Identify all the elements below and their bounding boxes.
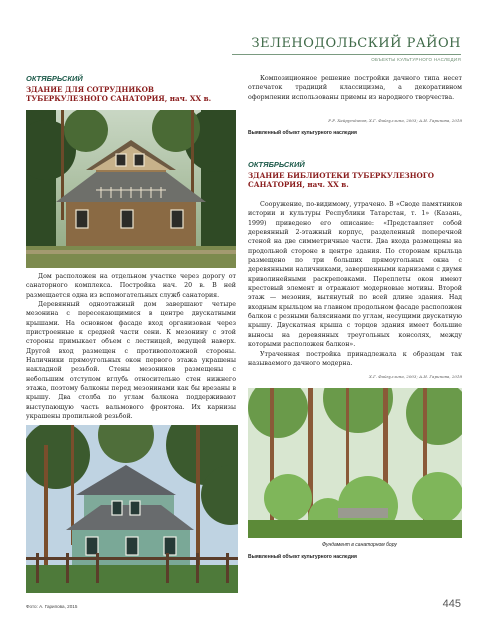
- page-number: 445: [442, 598, 461, 610]
- section-subtitle: ОБЪЕКТЫ КУЛЬТУРНОГО НАСЛЕДИЯ: [371, 57, 461, 62]
- right-top-object-label: Выявленный объект культурного наследия: [248, 130, 357, 136]
- left-paragraph-2: Деревянный одноэтажный дом завершают четыре мезонина с пересекающимися в центре двускатными крышами. На основном фасаде вход организован через пристроенные к средней части сени. К мезонину с этой стороны примыкает объем с лестницей, ведущей наверх. Другой вход размещен с противоположной стороны. Наличники прямоугольных окон первого этажа украшены накладной резьбой. Стены мезонинов размещены с небольшим отступом вглубь относительно стен нижнего этажа, поэтому балконы перед мезонинами как бы врезаны в крышу. Два столба по углам балкона поддерживают выступающую часть вальмового фронтона. Их карнизы украшены пропильной резьбой.: [26, 301, 236, 421]
- right-paragraph-1: Сооружение, по-видимому, утрачено. В «Своде памятников истории и культуры Республики Татарстан, т. 1» (Казань, 1999) приведено его описание: «Представляет собой деревянный 2-этажный корпус, разделенный поперечной стеной на две симметричные части. Два входа размещены на продольной стороне в центре здания. По сторонам крыльца размещено по три больших прямоугольных окна с деревянными наличниками, завершенными карнизами с двумя криволинейными раскреповками. Переплеты окон имеют крестовый элемент и отражают модерновые мотивы. Второй этаж — мезонин, вытянутый по всей длине здания. Над входным крыльцом на главном продольном фасаде расположен балкон с резными балясинами по углам, несущими двускатную крышу. Двускатная крыша с торцов здания имеет большие выносы на деревянных треугольных консолях, между которыми расположен балкон».: [248, 201, 462, 349]
- right-heading: ЗДАНИЕ БИБЛИОТЕКИ ТУБЕРКУЛЕЗНОГО САНАТОРИЯ, нач. XX в.: [248, 171, 435, 189]
- photo-credit: Фото: А. Гарипова, 2015: [26, 604, 78, 609]
- header-divider: [232, 54, 461, 55]
- right-top-text: [248, 74, 462, 102]
- section-title: ЗЕЛЕНОДОЛЬСКИЙ РАЙОН: [251, 36, 461, 51]
- right-author: Х.Г. Файзуллина, 2003; А.И. Гарипова, 2018: [368, 374, 462, 379]
- left-paragraph-1: Дом расположен на отдельном участке через дорогу от санаторного комплекса. Постройка нач. 20 в. В ней размещается одна из вспомогательных служб санатория.: [26, 273, 236, 299]
- photo-foundation-forest: [248, 388, 462, 538]
- left-location: ОКТЯБРЬСКИЙ: [26, 74, 83, 83]
- right-top-author: Р.Р. Хайрутдинов, Х.Г. Файзуллина, 2003; А.И. Гарипова, 2018: [328, 118, 462, 123]
- right-text: [248, 200, 462, 368]
- right-location: ОКТЯБРЬСКИЙ: [248, 160, 305, 169]
- left-text: [26, 272, 236, 422]
- left-heading: ЗДАНИЕ ДЛЯ СОТРУДНИКОВ ТУБЕРКУЛЕЗНОГО САНАТОРИЯ, нач. XX в.: [26, 85, 212, 103]
- photo-caption: Фундамент в санаторном бору: [322, 542, 397, 548]
- right-top-paragraph: Композиционное решение постройки дачного типа несет отпечаток традиций классицизма, а декоративном оформлении использованы приемы из народного творчества.: [248, 75, 462, 101]
- photo-house-pines: [26, 425, 238, 593]
- right-object-label: Выявленный объект культурного наследия: [248, 554, 357, 560]
- photo-staff-house: [26, 110, 236, 268]
- right-paragraph-2: Утраченная постройка принадлежала к образцам так называемого дачного модерна.: [248, 350, 462, 367]
